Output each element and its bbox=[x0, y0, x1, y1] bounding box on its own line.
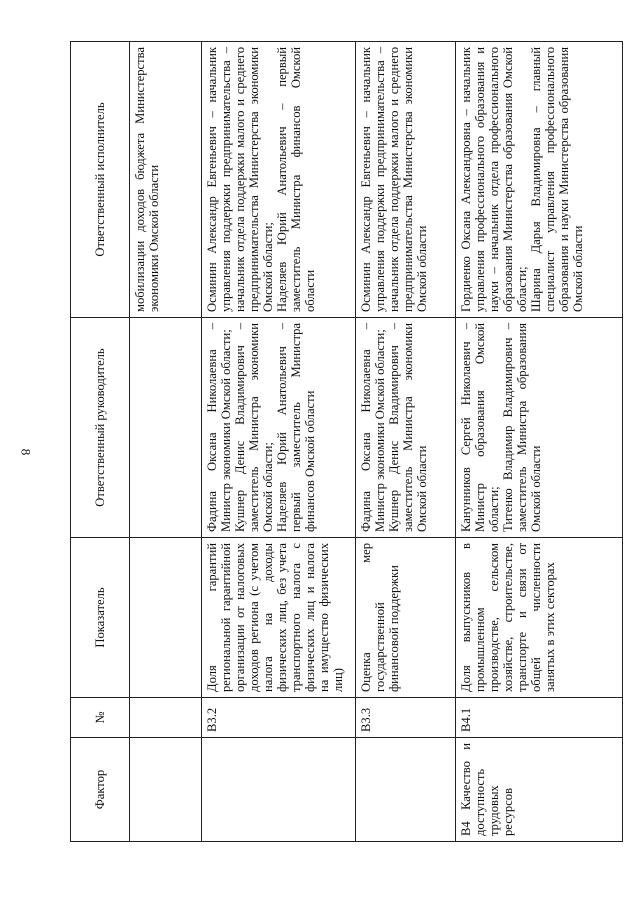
table-header-row bbox=[71, 42, 130, 842]
row-number-cell: В3.3 bbox=[356, 698, 456, 738]
row-head-cell bbox=[130, 318, 202, 538]
row-factor-cell bbox=[130, 738, 202, 842]
row-executor-cell bbox=[456, 42, 623, 318]
rotated-table-wrapper bbox=[70, 42, 615, 842]
head-entry: Кушнер Денис Владимирович – заместитель Министра экономики Омской области bbox=[387, 323, 429, 532]
page-number: 8 bbox=[18, 448, 34, 456]
row-executor-cell bbox=[130, 42, 202, 318]
head-entry: Кушнер Денис Владимирович – заместитель Министра экономики Омской области; bbox=[233, 323, 275, 532]
row-indicator-cell: Доля выпускников в промышленном производстве, сельском хозяйстве, строительстве, транспорте и связи от общей численности занятых в этих секторах bbox=[456, 538, 623, 698]
head-entry: Канунников Сергей Николаевич – Министр образования Омской области; bbox=[459, 323, 501, 532]
row-factor-cell bbox=[356, 738, 456, 842]
row-number-cell: В4.1 bbox=[456, 698, 623, 738]
header-responsible-head: Ответственный руководитель bbox=[71, 318, 130, 538]
row-number-cell bbox=[130, 698, 202, 738]
row-factor-cell bbox=[202, 738, 356, 842]
head-entry: Фадина Оксана Николаевна – Министр экономики Омской области; bbox=[205, 323, 233, 532]
executor-entry: Осминин Александр Евгеньевич – начальник управления поддержки предпринимательства – начальник отдела поддержки малого и среднего предпринимательства Министерства экономики Омской области; bbox=[205, 47, 275, 312]
executor-entry: мобилизации доходов бюджета Министерства экономики Омской области bbox=[133, 47, 161, 312]
executor-entry: Осминин Александр Евгеньевич – начальник управления поддержки предпринимательства – начальник отдела поддержки малого и среднего предпринимательства Министерства экономики Омской области bbox=[359, 47, 429, 312]
row-head-cell bbox=[456, 318, 623, 538]
head-entry: Фадина Оксана Николаевна – Министр экономики Омской области; bbox=[359, 323, 387, 532]
row-executor-cell bbox=[356, 42, 456, 318]
row-indicator-cell: Доля гарантий региональной гарантийной организации от налоговых доходов региона (с учетом налога на доходы физических лиц, без учета транспортного налога с физических лиц и налога на имущество физических лиц) bbox=[202, 538, 356, 698]
table-row bbox=[356, 42, 456, 842]
row-head-cell bbox=[356, 318, 456, 538]
header-indicator: Показатель bbox=[71, 538, 130, 698]
row-head-cell bbox=[202, 318, 356, 538]
header-responsible-executor: Ответственный исполнитель bbox=[71, 42, 130, 318]
row-number-cell: В3.2 bbox=[202, 698, 356, 738]
table-row bbox=[130, 42, 202, 842]
row-executor-cell bbox=[202, 42, 356, 318]
head-entry: Наделяев Юрий Анатольевич – первый заместитель Министра финансов Омской области bbox=[275, 323, 317, 532]
table-row bbox=[202, 42, 356, 842]
row-indicator-cell: Оценка мер государственной финансовой поддержки bbox=[356, 538, 456, 698]
row-factor-cell: В4 Качество и доступность трудовых ресурсов bbox=[456, 738, 623, 842]
responsibility-table bbox=[70, 41, 623, 842]
executor-entry: Шарина Дарья Владимировна – главный специалист управления профессионального образования и науки Министерства образования Омской области bbox=[529, 47, 585, 312]
table-row bbox=[456, 42, 623, 842]
executor-entry: Наделяев Юрий Анатольевич – первый заместитель Министра финансов Омской области bbox=[275, 47, 317, 312]
row-indicator-cell bbox=[130, 538, 202, 698]
header-number: № bbox=[71, 698, 130, 738]
head-entry: Титенко Владимир Владимирович – заместитель Министра образования Омской области bbox=[501, 323, 543, 532]
header-factor: Фактор bbox=[71, 738, 130, 842]
executor-entry: Гордиенко Оксана Александровна – начальник управления профессионального образования и науки – начальник отдела профессионального образования Министерства образования Омской области; bbox=[459, 47, 529, 312]
